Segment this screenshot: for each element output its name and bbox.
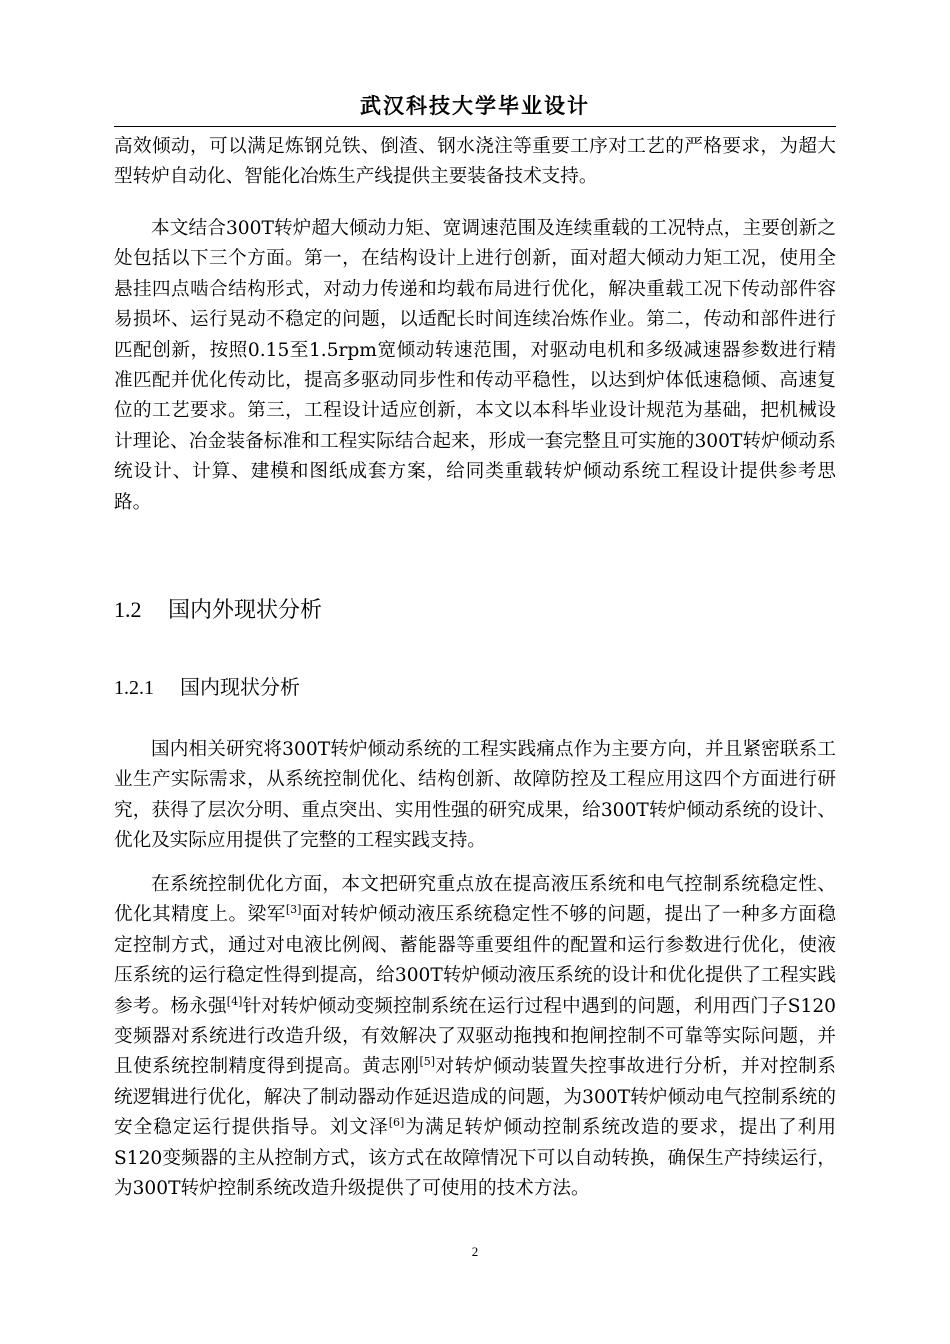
paragraph-control-optimization bbox=[114, 870, 836, 1204]
citation-ref: [6] bbox=[388, 1116, 405, 1130]
page-number: 2 bbox=[471, 1244, 479, 1259]
text-run: 面对转炉倾动液压系统稳定性不够的问题，提出了一种多方面稳定控制方式，通过对电液比例阀、蓄能器等重要组件的配置和运行参数进行优化，使液压系统的运行稳定性得到提高，给300T转炉倾动液压系统的设计和优化提供了工程实践参考。杨永强 bbox=[114, 904, 836, 1017]
text-run: 对转炉倾动装置失控事故进行分析，并对控制系统逻辑进行优化，解决了制动器动作延迟造成的问题，为300T转炉倾动电气控制系统的安全稳定运行提供指导。刘文泽 bbox=[114, 1056, 836, 1139]
header-rule bbox=[114, 126, 836, 127]
text-run: 在系统控制优化方面，本文把研究重点放在提高液压系统和电气控制系统稳定性、优化其精度上。梁军 bbox=[114, 874, 836, 926]
running-header: 武汉科技大学毕业设计 bbox=[360, 94, 590, 118]
citation-ref: [4] bbox=[226, 994, 243, 1008]
section-title: 国内外现状分析 bbox=[168, 598, 323, 623]
citation-ref: [3] bbox=[285, 903, 302, 917]
citation-ref: [5] bbox=[419, 1055, 436, 1069]
subsection-number: 1.2.1 bbox=[114, 677, 154, 699]
paragraph-domestic-overview: 国内相关研究将300T转炉倾动系统的工程实践痛点作为主要方向，并且紧密联系工业生产实际需求，从系统控制优化、结构创新、故障防控及工程应用这四个方面进行研究，获得了层次分明、重点突出、实用性强的研究成果，给300T转炉倾动系统的设计、优化及实际应用提供了完整的工程实践支持。 bbox=[114, 739, 836, 852]
section-heading-1-2 bbox=[114, 594, 322, 627]
text-run: 针对转炉倾动变频控制系统在运行过程中遇到的问题，利用西门子S120变频器对系统进行改造升级，有效解决了双驱动拖拽和抱闸控制不可靠等实际问题，并且使系统控制精度得到提高。黄志刚 bbox=[114, 995, 836, 1078]
text-run: 为满足转炉倾动控制系统改造的要求，提出了利用S120变频器的主从控制方式，该方式在故障情况下可以自动转换，确保生产持续运行，为300T转炉控制系统改造升级提供了可使用的技术方法。 bbox=[114, 1117, 836, 1200]
paragraph-innovation: 本文结合300T转炉超大倾动力矩、宽调速范围及连续重载的工况特点，主要创新之处包括以下三个方面。第一，在结构设计上进行创新，面对超大倾动力矩工况，使用全悬挂四点啮合结构形式，对动力传递和均载布局进行优化，解决重载工况下传动部件容易损坏、运行晃动不稳定的问题，以适配长时间连续冶炼作业。第二，传动和部件进行匹配创新，按照0.15至1.5rpm宽倾动转速范围，对驱动电机和多级减速器参数进行精准匹配并优化传动比，提高多驱动同步性和传动平稳性，以达到炉体低速稳倾、高速复位的工艺要求。第三，工程设计适应创新，本文以本科毕业设计规范为基础，把机械设计理论、冶金装备标准和工程实际结合起来，形成一套完整且可实施的300T转炉倾动系统设计、计算、建模和图纸成套方案，给同类重载转炉倾动系统工程设计提供参考思路。 bbox=[114, 218, 836, 513]
subsection-heading-1-2-1 bbox=[114, 672, 300, 703]
subsection-title: 国内现状分析 bbox=[180, 675, 300, 699]
section-number: 1.2 bbox=[114, 597, 142, 622]
paragraph-continuation: 高效倾动，可以满足炼钢兑铁、倒渣、钢水浇注等重要工序对工艺的严格要求，为超大型转炉自动化、智能化冶炼生产线提供主要装备技术支持。 bbox=[114, 136, 836, 188]
